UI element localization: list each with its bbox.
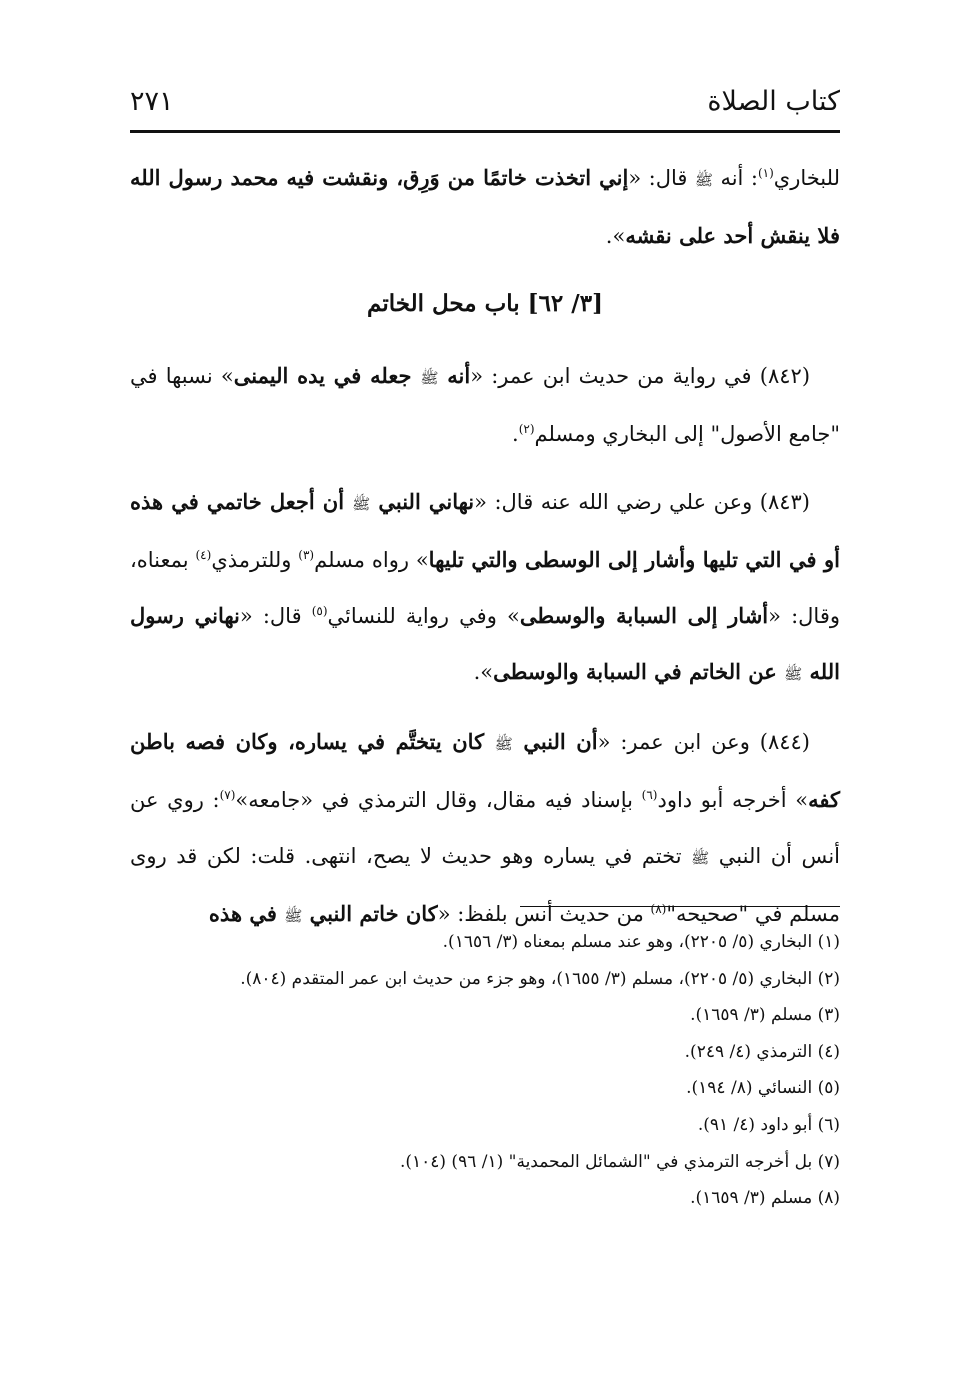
footnote-ref-5[interactable]: (٥): [311, 604, 328, 618]
hadith-text: عن الخاتم في السبابة والوسطى: [493, 659, 785, 684]
hadith-text: إني اتخذت خاتمًا من وَرِق، ونقشت فيه محمد رسول الله فلا ينقش أحد على نقشه: [130, 165, 840, 248]
text: بمعناه، وقال: «: [130, 548, 840, 628]
text: للبخاري: [773, 166, 840, 190]
salawat-glyph: ﷺ: [284, 907, 303, 925]
hadith-text: أن أجعل خاتمي في هذه أو في التي تليها وأشار إلى الوسطى والتي تليها: [130, 489, 840, 572]
page-number: ٢٧١: [130, 86, 174, 117]
text: ».: [605, 224, 626, 248]
footnote-ref-8[interactable]: (٨): [650, 902, 667, 916]
salawat-glyph: ﷺ: [694, 171, 713, 189]
text: بإسناد فيه مقال، وقال الترمذي في «جامعه»: [235, 788, 642, 812]
footnote-ref-1[interactable]: (١): [757, 166, 774, 180]
footnote-2: (٢) البخاري (٥/ ٢٢٠٥)، مسلم (٣/ ١٦٥٥)، وهو جزء من حديث ابن عمر المتقدم (٨٠٤).: [240, 968, 840, 989]
footnote-4: (٤) الترمذي (٤/ ٢٤٩).: [684, 1041, 840, 1062]
footnote-separator: [520, 906, 840, 907]
footnote-ref-6[interactable]: (٦): [641, 788, 658, 802]
text: ».: [473, 660, 494, 684]
text: تختم في يساره وهو حديث لا يصح، انتهى. قلت: لكن قد روى مسلم في "صحيحه": [130, 844, 840, 926]
text: : أنه: [712, 166, 758, 190]
section-heading: [٣/ ٦٢] باب محل الخاتم: [367, 290, 603, 317]
footnote-ref-3[interactable]: (٣): [298, 548, 315, 562]
footnote-3: (٣) مسلم (٣/ ١٦٥٩).: [690, 1005, 840, 1026]
text: » رواه مسلم: [314, 548, 429, 572]
text: من حديث أنس بلفظ: «: [437, 902, 651, 926]
hadith-text: أن النبي: [512, 729, 598, 754]
hadith-text: نهاني النبي: [370, 489, 475, 514]
hadith-text: جعله في يده اليمنى: [233, 363, 421, 388]
text: (٨٤٢) في رواية من حديث ابن عمر: «: [470, 364, 811, 388]
chapter-title: كتاب الصلاة: [707, 86, 840, 117]
hadith-text: أشار إلى السبابة والوسطى: [519, 603, 769, 628]
footnote-ref-4[interactable]: (٤): [195, 548, 212, 562]
hadith-text: كان خاتم النبي: [302, 901, 438, 926]
header-rule: [130, 130, 840, 133]
footnote-5: (٥) النسائي (٨/ ١٩٤).: [686, 1078, 840, 1099]
text: (٨٤٣) وعن علي رضي الله عنه قال: «: [474, 490, 810, 514]
hadith-text: كان يتختَّم في يساره، وكان فصه باطن كفه: [130, 729, 840, 812]
text: قال: «: [239, 604, 312, 628]
footnote-ref-2[interactable]: (٢): [518, 422, 535, 436]
hadith-text: نهاني رسول الله: [130, 603, 840, 684]
footnote-ref-7[interactable]: (٧): [219, 788, 236, 802]
text: وللترمذي: [211, 548, 299, 572]
running-header: [130, 86, 840, 126]
hadith-843: [130, 474, 840, 702]
footnote-8: (٨) مسلم (٣/ ١٦٥٩).: [690, 1188, 840, 1209]
salawat-glyph: ﷺ: [352, 495, 371, 513]
text: .: [512, 422, 519, 446]
footnotes-list: [130, 924, 840, 1217]
hadith-text: أنه: [438, 363, 471, 388]
salawat-glyph: ﷺ: [494, 735, 513, 753]
hadith-844: [130, 714, 840, 944]
text: : روي عن أنس أن النبي: [130, 788, 840, 868]
salawat-glyph: ﷺ: [691, 849, 710, 867]
main-text: [130, 150, 840, 956]
text: » أخرجه أبو داود: [657, 788, 809, 812]
footnote-1: (١) البخاري (٥/ ٢٢٠٥)، وهو عند مسلم بمعناه (٣/ ١٦٥٦).: [442, 932, 840, 952]
text: (٨٤٤) وعن ابن عمر: «: [597, 730, 810, 754]
footnote-7: (٧) بل أخرجه الترمذي في "الشمائل المحمدية" (١/ ٩٦) (١٠٤).: [399, 1151, 840, 1172]
paragraph-continued: [130, 150, 840, 264]
text: قال: «: [628, 166, 695, 190]
text: » نسبها في "جامع الأصول" إلى البخاري ومسلم: [130, 364, 840, 446]
salawat-glyph: ﷺ: [784, 665, 803, 683]
salawat-glyph: ﷺ: [420, 369, 439, 387]
hadith-842: [130, 348, 840, 462]
footnote-6: (٦) أبو داود (٤/ ٩١).: [697, 1114, 840, 1135]
hadith-text: في هذه: [208, 901, 285, 926]
text: » وفي رواية للنسائي: [327, 604, 520, 628]
